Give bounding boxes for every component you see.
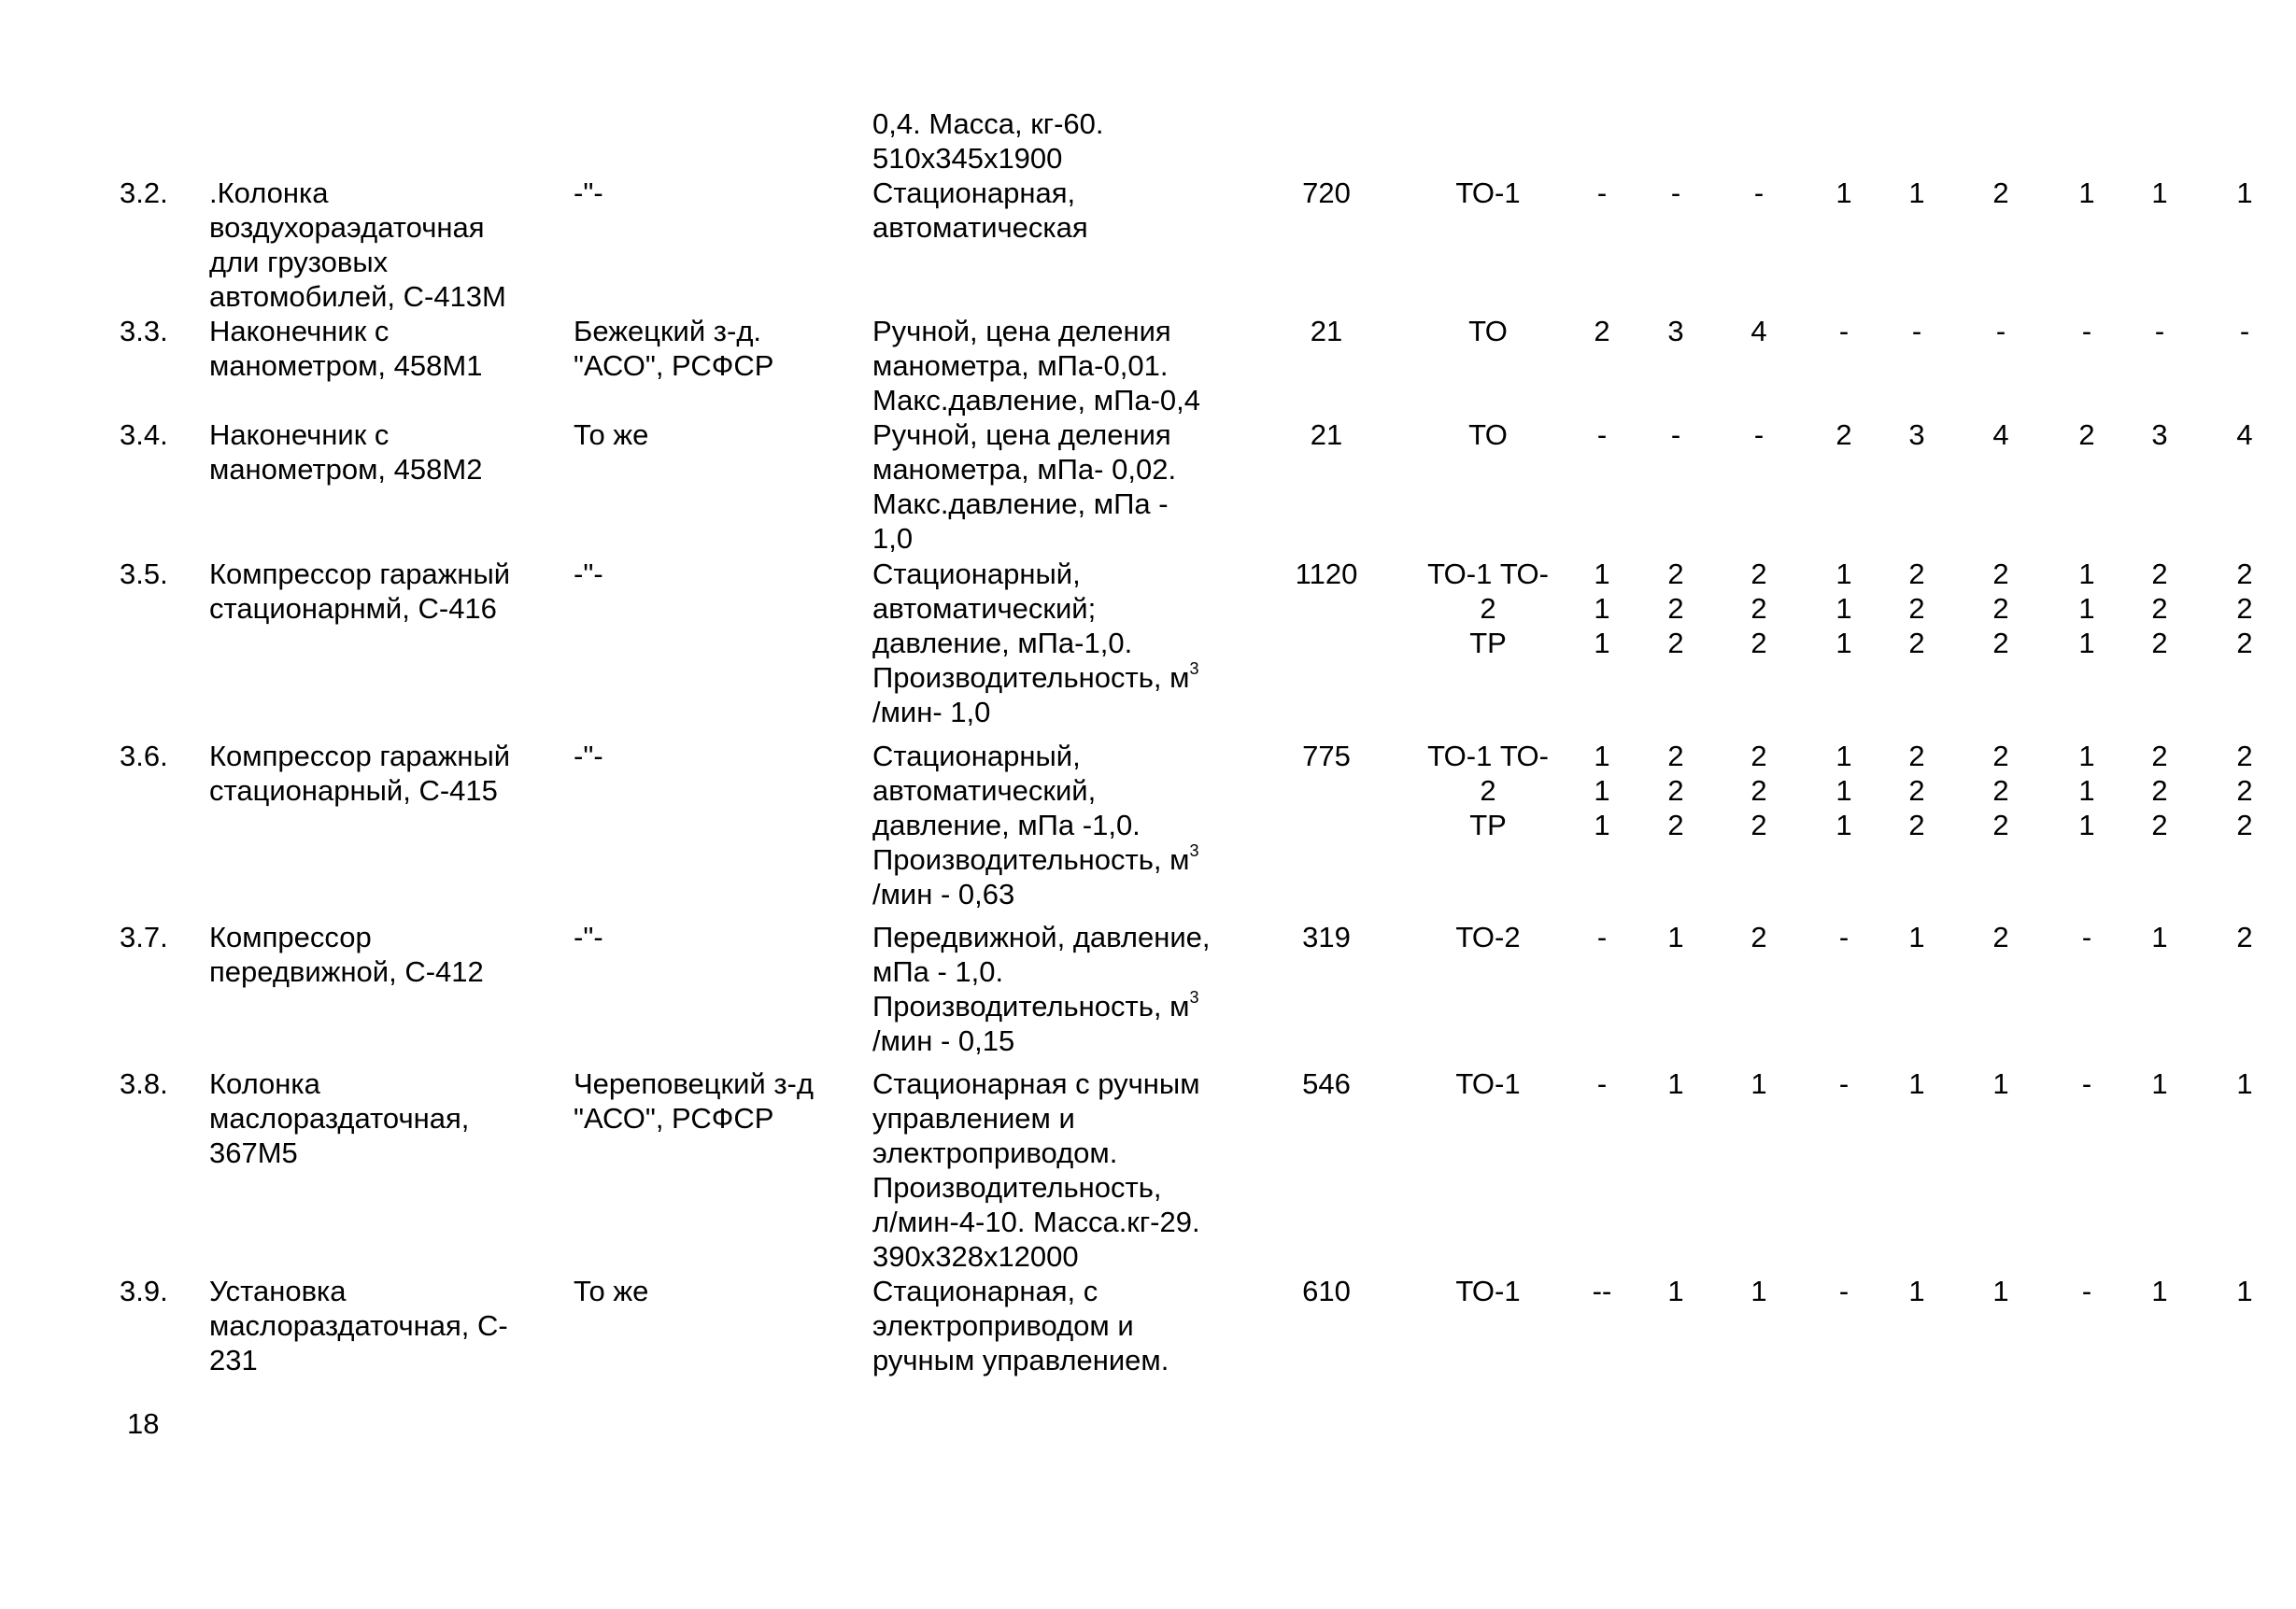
quantity-cell: 2 2 2 <box>2236 740 2253 841</box>
quantity-cell: 1 1 1 <box>1835 558 1852 659</box>
quantity-cell: 3 <box>2151 418 2168 451</box>
quantity-cell: - <box>2154 315 2165 347</box>
item-price: 610 <box>1302 1275 1351 1307</box>
quantity-cell: 1 1 1 <box>1594 558 1610 659</box>
quantity-cell: 2 2 2 <box>1992 558 2009 659</box>
item-number: 3.2. <box>120 176 168 209</box>
description-superscript: 3 <box>1189 988 1199 1007</box>
quantity-cell: 2 2 2 <box>1750 740 1767 841</box>
leading-description: 0,4. Масса, кг-60. 510х345х1900 <box>872 107 1104 175</box>
item-manufacturer: -"- <box>574 558 603 590</box>
quantity-cell: - <box>2081 1275 2092 1307</box>
quantity-cell: 1 <box>1835 176 1852 209</box>
item-maintenance-type: ТО-1 ТО- 2 ТР <box>1427 740 1549 841</box>
quantity-cell: 2 2 2 <box>2151 740 2168 841</box>
quantity-cell: 2 2 2 <box>2151 558 2168 659</box>
item-price: 319 <box>1302 921 1351 953</box>
quantity-cell: 2 2 2 <box>1667 558 1684 659</box>
description-text: Стационарная, с электроприводом и ручным управлением. <box>872 1275 1169 1376</box>
description-superscript: 3 <box>1189 659 1199 678</box>
quantity-cell: - <box>1753 418 1765 451</box>
quantity-cell: 1 <box>2078 176 2095 209</box>
quantity-cell: 2 2 2 <box>1908 740 1925 841</box>
description-text: Стационарный, автоматический, давление, мПа -1,0. Производительность, м <box>872 740 1190 876</box>
item-name: .Колонка воздухораэдаточная дли грузовых автомобилей, С-413М <box>209 176 506 313</box>
quantity-cell: -- <box>1592 1275 1612 1307</box>
description-superscript: 3 <box>1189 841 1199 860</box>
description-tail: /мин - 0,63 <box>872 878 1015 910</box>
quantity-cell: - <box>2081 921 2092 953</box>
description-text: Передвижной, давление, мПа - 1,0. Производительность, м <box>872 921 1211 1023</box>
description-tail: /мин - 0,15 <box>872 1024 1015 1057</box>
quantity-cell: 4 <box>1750 315 1767 347</box>
quantity-cell: 2 2 2 <box>1667 740 1684 841</box>
item-maintenance-type: ТО-2 <box>1455 921 1521 953</box>
item-name: Установка маслораздаточная, С- 231 <box>209 1275 508 1376</box>
item-name: Компрессор гаражный стационарный, С-415 <box>209 740 511 807</box>
item-name: Наконечник с манометром, 458М2 <box>209 418 483 486</box>
item-number: 3.3. <box>120 315 168 347</box>
quantity-cell: 1 <box>1908 921 1925 953</box>
quantity-cell: - <box>2239 315 2250 347</box>
item-description <box>872 417 1246 556</box>
quantity-cell: 2 <box>1750 921 1767 953</box>
quantity-cell: 2 <box>1992 921 2009 953</box>
description-text: Стационарный, автоматический; давление, мПа-1,0. Производительность, м <box>872 558 1190 694</box>
quantity-cell: 1 <box>1908 1067 1925 1100</box>
quantity-cell: 1 <box>2151 1067 2168 1100</box>
quantity-cell: - <box>2081 1067 2092 1100</box>
item-number: 3.6. <box>120 740 168 772</box>
item-maintenance-type: ТО-1 <box>1455 1275 1521 1307</box>
quantity-cell: - <box>1911 315 1922 347</box>
quantity-cell: - <box>1670 176 1681 209</box>
item-description <box>872 314 1246 417</box>
quantity-cell: 2 <box>2078 418 2095 451</box>
item-price: 21 <box>1310 315 1343 347</box>
quantity-cell: - <box>1838 315 1850 347</box>
quantity-cell: 1 <box>1992 1275 2009 1307</box>
item-number: 3.9. <box>120 1275 168 1307</box>
item-maintenance-type: ТО <box>1468 418 1508 451</box>
quantity-cell: 1 <box>2236 176 2253 209</box>
quantity-cell: 2 <box>2236 921 2253 953</box>
quantity-cell: - <box>1838 1275 1850 1307</box>
quantity-cell: 1 <box>2151 1275 2168 1307</box>
quantity-cell: 1 1 1 <box>1835 740 1852 841</box>
item-maintenance-type: ТО-1 <box>1455 176 1521 209</box>
quantity-cell: 2 2 2 <box>2236 558 2253 659</box>
item-name: Колонка маслораздаточная, 367М5 <box>209 1067 470 1169</box>
item-maintenance-type: ТО <box>1468 315 1508 347</box>
description-text: Стационарная, автоматическая <box>872 176 1088 244</box>
item-manufacturer: Череповецкий з-д "АСО", РСФСР <box>574 1067 814 1135</box>
quantity-cell: 2 <box>1594 315 1610 347</box>
quantity-cell: 1 <box>1908 176 1925 209</box>
quantity-cell: 2 2 2 <box>1908 558 1925 659</box>
quantity-cell: - <box>1838 1067 1850 1100</box>
item-number: 3.4. <box>120 418 168 451</box>
item-price: 1120 <box>1295 558 1358 590</box>
quantity-cell: - <box>1596 418 1608 451</box>
item-price: 21 <box>1310 418 1343 451</box>
quantity-cell: 2 2 2 <box>1992 740 2009 841</box>
description-text: Ручной, цена деления манометра, мПа- 0,02. Макс.давление, мПа - 1,0 <box>872 418 1177 555</box>
quantity-cell: 2 <box>1992 176 2009 209</box>
quantity-cell: 1 1 1 <box>1594 740 1610 841</box>
quantity-cell: - <box>1596 176 1608 209</box>
quantity-cell: - <box>1596 921 1608 953</box>
quantity-cell: 1 <box>1908 1275 1925 1307</box>
quantity-cell: - <box>1838 921 1850 953</box>
item-name: Наконечник с манометром, 458М1 <box>209 315 483 382</box>
item-manufacturer: То же <box>574 1275 649 1307</box>
quantity-cell: 3 <box>1667 315 1684 347</box>
item-manufacturer: То же <box>574 418 649 451</box>
quantity-cell: 3 <box>1908 418 1925 451</box>
item-description <box>872 739 1246 911</box>
quantity-cell: 1 <box>1750 1067 1767 1100</box>
description-text: Стационарная с ручным управлением и электроприводом. Производительность, л/мин-4-10. Масса.кг-29. 390х328х12000 <box>872 1067 1200 1273</box>
item-price: 720 <box>1302 176 1351 209</box>
item-name: Компрессор передвижной, С-412 <box>209 921 484 988</box>
quantity-cell: 4 <box>1992 418 2009 451</box>
item-number: 3.7. <box>120 921 168 953</box>
quantity-cell: 1 <box>2236 1275 2253 1307</box>
item-manufacturer: -"- <box>574 921 603 953</box>
page-number: 18 <box>127 1407 160 1440</box>
quantity-cell: 1 1 1 <box>2078 740 2095 841</box>
quantity-cell: 2 2 2 <box>1750 558 1767 659</box>
quantity-cell: 1 1 1 <box>2078 558 2095 659</box>
item-manufacturer: -"- <box>574 740 603 772</box>
quantity-cell: 1 <box>1667 1067 1684 1100</box>
quantity-cell: - <box>1995 315 2006 347</box>
quantity-cell: 2 <box>1835 418 1852 451</box>
item-price: 775 <box>1302 740 1351 772</box>
quantity-cell: 1 <box>1750 1275 1767 1307</box>
item-description <box>872 1066 1246 1274</box>
item-description <box>872 557 1246 729</box>
quantity-cell: - <box>1670 418 1681 451</box>
quantity-cell: 4 <box>2236 418 2253 451</box>
item-description <box>872 1274 1246 1377</box>
quantity-cell: 1 <box>2151 176 2168 209</box>
quantity-cell: - <box>1596 1067 1608 1100</box>
item-maintenance-type: ТО-1 <box>1455 1067 1521 1100</box>
item-manufacturer: Бежецкий з-д. "АСО", РСФСР <box>574 315 774 382</box>
description-tail: /мин- 1,0 <box>872 696 991 728</box>
quantity-cell: - <box>1753 176 1765 209</box>
item-number: 3.8. <box>120 1067 168 1100</box>
item-price: 546 <box>1302 1067 1351 1100</box>
item-number: 3.5. <box>120 558 168 590</box>
item-description <box>872 176 1246 245</box>
quantity-cell: - <box>2081 315 2092 347</box>
quantity-cell: 1 <box>1667 921 1684 953</box>
quantity-cell: 1 <box>1667 1275 1684 1307</box>
item-manufacturer: -"- <box>574 176 603 209</box>
item-maintenance-type: ТО-1 ТО- 2 ТР <box>1427 558 1549 659</box>
item-description <box>872 920 1246 1058</box>
quantity-cell: 1 <box>1992 1067 2009 1100</box>
quantity-cell: 1 <box>2151 921 2168 953</box>
item-name: Компрессор гаражный стационарнмй, С-416 <box>209 558 511 625</box>
quantity-cell: 1 <box>2236 1067 2253 1100</box>
description-text: Ручной, цена деления манометра, мПа-0,01. Макс.давление, мПа-0,4 <box>872 315 1201 416</box>
